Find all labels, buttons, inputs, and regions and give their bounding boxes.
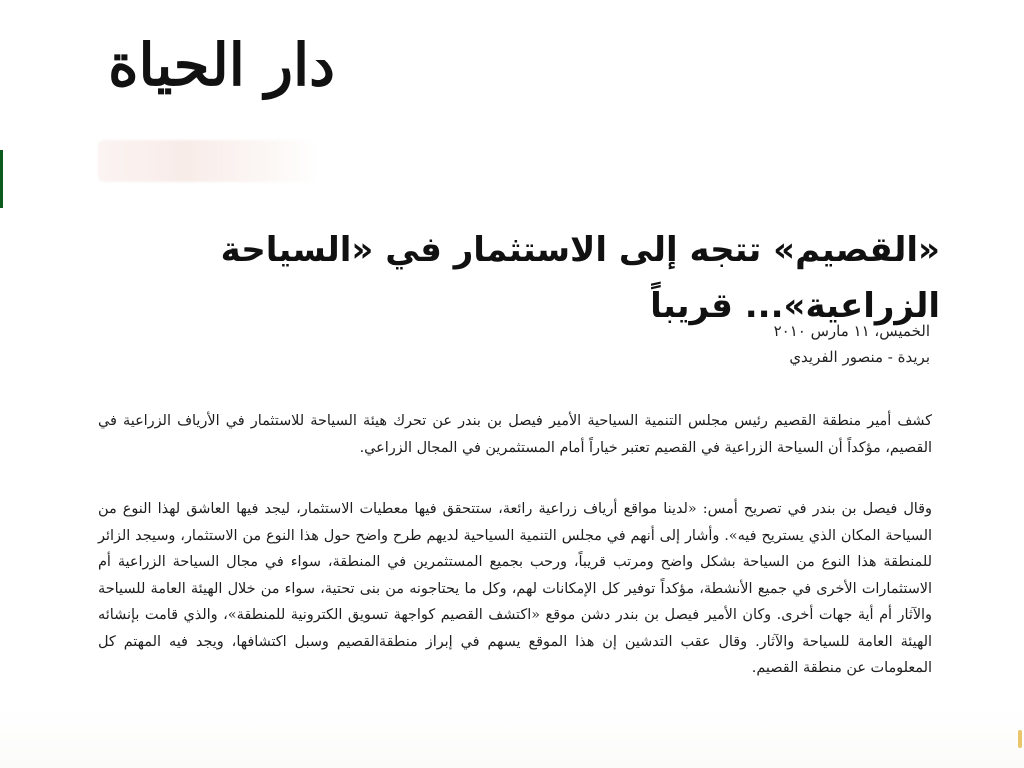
scan-smudge [98, 140, 318, 182]
scan-bottom-fade [0, 708, 1024, 768]
article-paragraph: وقال فيصل بن بندر في تصريح أمس: «لدينا مواقع أرياف زراعية رائعة، ستتحقق فيها معطيات الاستثمار، ليجد فيها العاشق لهذا النوع من السياحة المكان الذي يستريح فيه». وأشار إلى أنهم في مجلس التنمية السياحية لديهم طرح واضح حول هذا النوع من الاستثمار، وسيجد الزائر للمنطقة هذا النوع من السياحة بشكل واضح ومرتب قريباً، ورحب بجميع المستثمرين في المنطقة، سواء في مجال السياحة الزراعية أم الاستثمارات الأخرى في جميع الأنشطة، مؤكداً توفير كل الإمكانات لهم، وكل ما يحتاجونه من بنى تحتية، سواء من خلال الهيئة العامة للسياحة والآثار أم أية جهات أخرى. وكان الأمير فيصل بن بندر دشن موقع «اكتشف القصيم كواجهة تسويق الكترونية للمنطقة»، والذي قامت بإنشائه الهيئة العامة للسياحة والآثار. وقال عقب التدشين إن هذا الموقع يسهم في إبراز منطقةالقصيم وسبل اكتشافها، ويجد فيه المهتم كل المعلومات عن منطقة القصيم. [98, 501, 932, 676]
edge-mark [0, 150, 3, 208]
article-paragraph: كشف أمير منطقة القصيم رئيس مجلس التنمية السياحية الأمير فيصل بن بندر عن تحرك هيئة السياحة للاستثمار في الأرياف الزراعية في القصيم، مؤكداً أن السياحة الزراعية في القصيم تعتبر خياراً أمام المستثمرين في المجال الزراعي. [98, 413, 932, 456]
article-meta [500, 318, 930, 370]
corner-mark [1018, 730, 1022, 748]
article-date: الخميس، ١١ مارس ٢٠١٠ [773, 322, 930, 340]
article-headline: «القصيم» تتجه إلى الاستثمار في «السياحة الزراعية»... قريباً [220, 230, 940, 326]
article-byline: بريدة - منصور الفريدي [789, 348, 930, 366]
newspaper-masthead: دار الحياة [108, 31, 335, 99]
